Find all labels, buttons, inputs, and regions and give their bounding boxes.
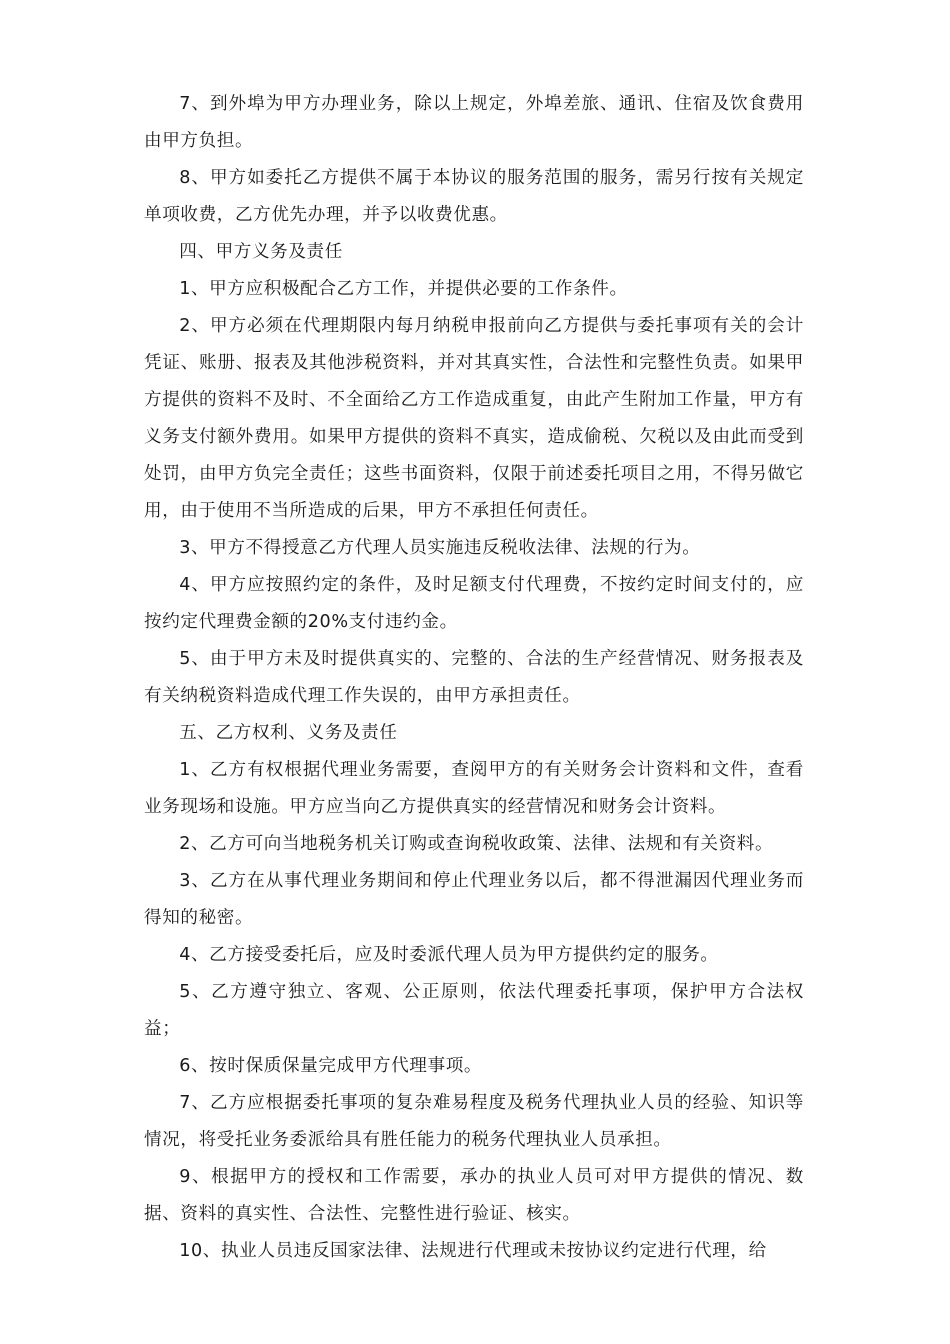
paragraph-b5-independence: 5、乙方遵守独立、客观、公正原则，依法代理委托事项，保护甲方合法权益； — [144, 982, 804, 1039]
paragraph-b10-violations: 10、执业人员违反国家法律、法规进行代理或未按协议约定进行代理，给 — [179, 1241, 767, 1261]
paragraph-b9-verification: 9、根据甲方的授权和工作需要，承办的执业人员可对甲方提供的情况、数据、资料的真实性、合法性、完整性进行验证、核实。 — [144, 1167, 804, 1224]
section-heading-party-a-obligations: 四、甲方义务及责任 — [179, 242, 343, 262]
paragraph-b4-assign-staff: 4、乙方接受委托后，应及时委派代理人员为甲方提供约定的服务。 — [179, 945, 719, 965]
paragraph-a5-responsibility: 5、由于甲方未及时提供真实的、完整的、合法的生产经营情况、财务报表及有关纳税资料造成代理工作失误的，由甲方承担责任。 — [144, 649, 804, 706]
paragraph-b1-access-records: 1、乙方有权根据代理业务需要，查阅甲方的有关财务会计资料和文件，查看业务现场和设施。甲方应当向乙方提供真实的经营情况和财务会计资料。 — [144, 760, 804, 817]
section-heading-party-b-rights: 五、乙方权利、义务及责任 — [179, 723, 398, 743]
paragraph-a2-provide-materials: 2、甲方必须在代理期限内每月纳税申报前向乙方提供与委托事项有关的会计凭证、账册、报表及其他涉税资料，并对其真实性，合法性和完整性负责。如果甲方提供的资料不及时、不全面给乙方工作造成重复，由此产生附加工作量，甲方有义务支付额外费用。如果甲方提供的资料不真实，造成偷税、欠税以及由此而受到处罚，由甲方负完全责任；这些书面资料，仅限于前述委托项目之用，不得另做它用，由于使用不当所造成的后果，甲方不承担任何责任。 — [144, 316, 804, 521]
paragraph-8-extra-services: 8、甲方如委托乙方提供不属于本协议的服务范围的服务，需另行按有关规定单项收费，乙方优先办理，并予以收费优惠。 — [144, 168, 804, 225]
paragraph-b6-timely-completion: 6、按时保质保量完成甲方代理事项。 — [179, 1056, 483, 1076]
paragraph-a4-payment: 4、甲方应按照约定的条件，及时足额支付代理费，不按约定时间支付的，应按约定代理费金额的20%支付违约金。 — [144, 575, 804, 632]
paragraph-b7-competent-staff: 7、乙方应根据委托事项的复杂难易程度及税务代理执业人员的经验、知识等情况，将受托业务委派给具有胜任能力的税务代理执业人员承担。 — [144, 1093, 804, 1150]
paragraph-7-travel-expenses: 7、到外埠为甲方办理业务，除以上规定，外埠差旅、通讯、住宿及饮食费用由甲方负担。 — [144, 94, 804, 151]
paragraph-b2-query-policies: 2、乙方可向当地税务机关订购或查询税收政策、法律、法规和有关资料。 — [179, 834, 774, 854]
paragraph-a3-no-illegal-instruction: 3、甲方不得授意乙方代理人员实施违反税收法律、法规的行为。 — [179, 538, 701, 558]
paragraph-a1-cooperation: 1、甲方应积极配合乙方工作，并提供必要的工作条件。 — [179, 279, 628, 299]
document-page — [144, 86, 804, 1270]
paragraph-b3-confidentiality: 3、乙方在从事代理业务期间和停止代理业务以后，都不得泄漏因代理业务而得知的秘密。 — [144, 871, 804, 928]
